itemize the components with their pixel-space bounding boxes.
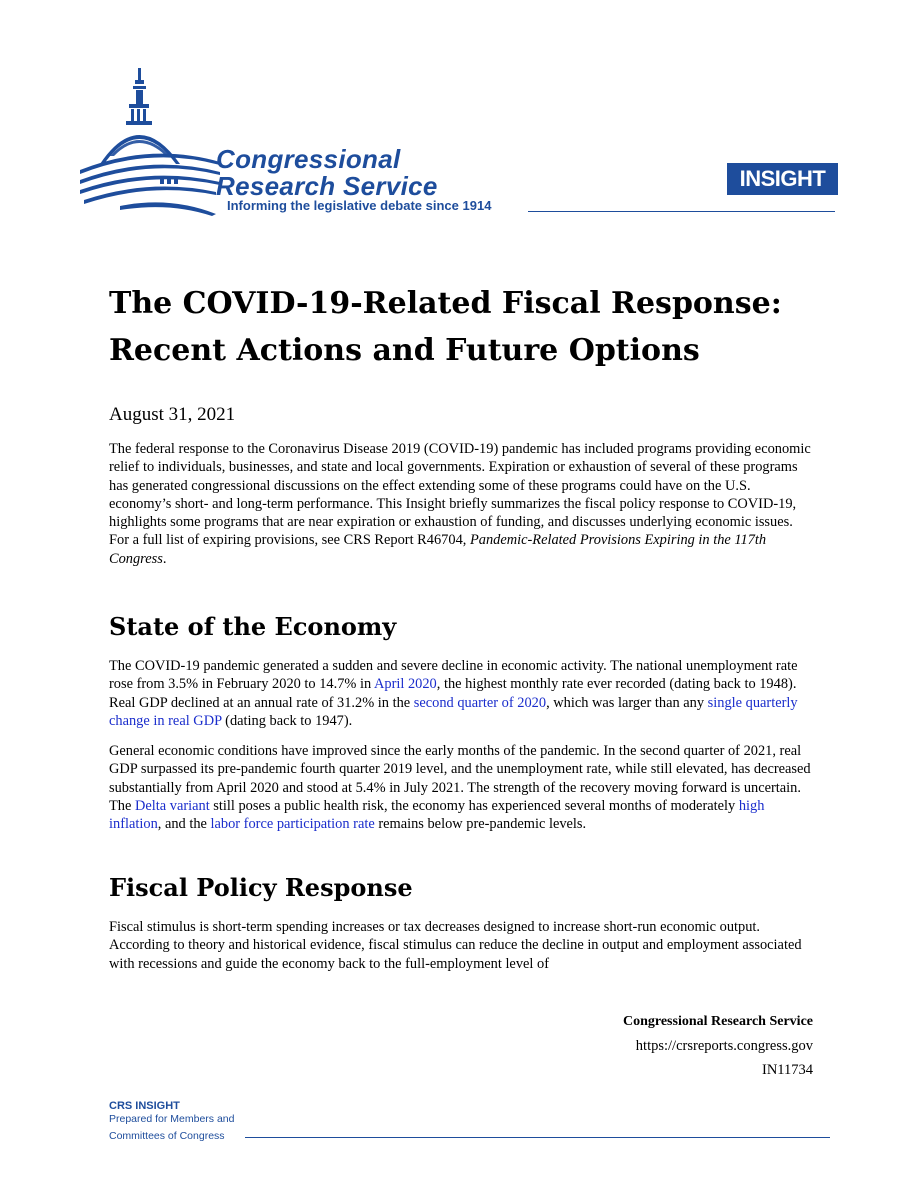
text-span: , which was larger than any	[546, 694, 708, 711]
intro-period: .	[162, 550, 167, 567]
logo-tagline: Informing the legislative debate since 1914	[227, 198, 492, 213]
economy-paragraph-2	[109, 742, 815, 833]
economy-paragraph-1	[109, 657, 815, 730]
title-line1: The COVID-19-Related Fiscal Response:	[109, 286, 782, 321]
footer-crs-insight: CRS INSIGHT	[109, 1100, 180, 1112]
logo-line1: Congressional	[216, 144, 401, 174]
link-april-2020[interactable]: April 2020	[374, 676, 437, 693]
text-span: , the highest monthly rate ever recorded (dating back to 1948). Real GDP declined at an annual rate of 31.2% in the	[109, 676, 797, 711]
header-rule	[528, 211, 835, 212]
publication-date: August 31, 2021	[109, 404, 236, 425]
footer-org: Congressional Research Service	[622, 1014, 813, 1029]
section-heading-fiscal: Fiscal Policy Response	[109, 873, 413, 902]
text-span: General economic conditions have improved since the early months of the pandemic. In the second quarter of 2021, real GDP surpassed its pre-pandemic fourth quarter 2019 level, and the unemployment rate, while still elevated, has decreased substantially from April 2020 and stood at 5.4% in July 2021. The strength of the recovery moving forward is uncertain. The	[109, 743, 811, 814]
fiscal-paragraph-1: Fiscal stimulus is short-term spending increases or tax decreases designed to increase short-run economic output. According to theory and historical evidence, fiscal stimulus can reduce the decline in output and employment associated with recessions and guide the economy back to the full-employment level of	[109, 919, 802, 972]
text-span: , and the	[157, 816, 211, 833]
intro-text: The federal response to the Coronavirus Disease 2019 (COVID-19) pandemic has included programs providing economic relief to individuals, businesses, and state and local governments. Expiration or exhaustion of several of these programs has generated congressional discussions on the effect extending some of these programs could have on the U.S. economy’s short- and long-term performance. This Insight briefly summarizes the fiscal policy response to COVID-19, highlights some programs that are near expiration or exhaustion of funding, and discusses underlying economic issues. For a full list of expiring provisions, see CRS Report R46704,	[109, 441, 811, 549]
capitol-dome-icon	[80, 66, 220, 226]
page-title	[109, 280, 829, 374]
crs-logo	[80, 66, 840, 226]
footer-report-id: IN11734	[761, 1062, 813, 1078]
link-high-inflation[interactable]: high inflation	[109, 797, 765, 833]
report-title: Pandemic-Related Provisions Expiring in the 117th Congress	[109, 532, 767, 567]
link-delta-variant[interactable]: Delta variant	[134, 797, 210, 814]
footer-prepared-line1: Prepared for Members and	[109, 1113, 235, 1125]
section-heading-economy: State of the Economy	[109, 612, 397, 641]
link-single-quarterly-change[interactable]: single quarterly change in real GDP	[109, 694, 798, 729]
footer-rule	[245, 1137, 830, 1138]
link-second-quarter-2020[interactable]: second quarter of 2020	[413, 694, 547, 711]
text-span: The COVID-19 pandemic generated a sudden and severe decline in economic activity. The national unemployment rate rose from 3.5% in February 2020 to 14.7% in	[109, 658, 798, 693]
logo-line2: Research Service	[216, 171, 438, 201]
title-line2: Recent Actions and Future Options	[109, 333, 700, 368]
intro-paragraph	[109, 440, 815, 568]
insight-badge: INSIGHT	[727, 163, 838, 195]
text-span: remains below pre-pandemic levels.	[374, 816, 587, 833]
footer-url: https://crsreports.congress.gov	[635, 1038, 813, 1054]
footer-prepared-line2: Committees of Congress	[109, 1130, 225, 1142]
text-span: (dating back to 1947).	[221, 712, 353, 729]
link-labor-force-participation[interactable]: labor force participation rate	[210, 816, 375, 833]
text-span: still poses a public health risk, the economy has experienced several months of moderately	[209, 797, 739, 814]
logo-wordmark	[216, 146, 438, 200]
